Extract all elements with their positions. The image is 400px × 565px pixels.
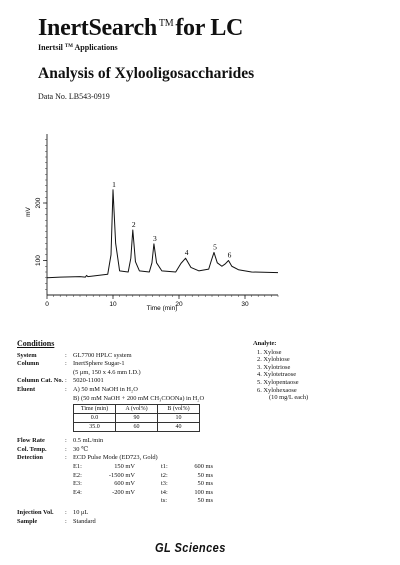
peak-label-4: 4 [184,248,189,258]
chromatogram-trace [47,190,278,278]
peak-label-2: 2 [131,220,136,230]
brand-subtitle [38,43,118,52]
column-dimensions: (5 μm, 150 x 4.6 mm I.D.) [73,368,141,376]
eluent-label: Eluent [17,385,36,393]
catalog-value: 5020-11001 [73,377,104,385]
analyte-item: 3. Xylotriose [257,363,291,371]
gl-sciences-logo: GL Sciences [155,540,226,555]
gradient-header-row [74,405,200,414]
gradient-cell: 0.0 [74,414,116,423]
column-row: Column : InertSphere Sugar-1 [17,360,125,368]
system-label: System [17,351,37,359]
sample-label: Sample [17,517,38,525]
system-value: GL7700 HPLC system [73,351,132,359]
peak-label-6: 6 [227,250,232,260]
system-row: System : GL7700 HPLC system [17,351,132,359]
detection-param-row: E2: -1500 mV t2: 50 ms [73,471,213,479]
peak-label-5: 5 [213,242,217,252]
detection-param-row: E1: 150 mV t1: 600 ms [73,462,213,470]
analyte-item: 6. Xylohexaose [257,386,297,394]
peak-label-1: 1 [112,179,116,189]
catalog-label: Column Cat. No. [17,377,64,385]
eluent-b-row [17,395,267,404]
peak-labels [112,180,232,260]
chromatogram-chart [0,120,400,320]
brand-suffix: for LC [175,15,244,41]
gradient-row [74,414,200,423]
col-temp-label: Col. Temp. [17,445,47,453]
peak-label-3: 3 [153,233,157,243]
column-value: InertSphere Sugar-1 [73,360,125,368]
analyte-note: (10 mg/L each) [269,394,309,402]
column-label: Column [17,360,40,368]
gradient-header-b: B (vol%) [158,405,200,414]
detection-label: Detection [17,454,43,462]
x-tick-label: 20 [175,301,183,308]
column-dimensions-row [17,369,267,378]
sample-value: Standard [73,517,96,525]
data-number: Data No. LB543-0919 [38,92,110,101]
subtitle-trademark: TM [64,44,73,49]
gradient-cell: 10 [158,414,200,423]
eluent-a: A) 50 mM NaOH in H₂O [73,385,138,393]
detection-param-row: ts: 50 ms [161,497,213,505]
x-tick-label: 30 [241,301,249,308]
gradient-cell: 60 [116,423,158,432]
gradient-row [74,423,200,432]
document-title: Analysis of Xylooligosaccharides [38,65,255,82]
gradient-cell: 35.0 [74,423,116,432]
analyte-list [257,349,393,395]
flow-rate-row: Flow Rate : 0.5 mL/min [17,437,104,445]
col-temp-value: 30 ℃ [73,445,89,453]
gradient-cell: 40 [158,423,200,432]
brand-title [38,15,243,42]
y-tick-label: 100 [35,255,42,266]
catalog-row: Column Cat. No. : 5020-11001 [17,377,104,385]
detection-parameters [73,463,267,506]
detection-row: Detection : ECD Pulse Mode (ED723, Gold) [17,454,158,462]
analyte-item: 2. Xylobiose [257,356,290,364]
conditions-panel [17,340,267,526]
detection-value: ECD Pulse Mode (ED723, Gold) [73,454,158,462]
x-tick-label: 0 [45,301,49,308]
y-axis-label: mV [25,207,32,217]
gradient-table [73,404,200,432]
injection-label: Injection Vol. [17,508,54,516]
x-axis-label: Time (min) [146,305,178,312]
flow-rate-value: 0.5 mL/min [73,437,104,445]
brand-name: InertSearch [38,15,157,41]
x-tick-label: 10 [109,301,117,308]
axis-ticks [35,197,249,308]
brand-trademark: TM [158,18,174,29]
analyte-item: 1. Xylose [257,348,282,356]
conditions-heading: Conditions [17,339,55,348]
gradient-header-time: Time (min) [74,405,116,414]
injection-value: 10 μL [73,508,89,516]
analyte-heading: Analyte: [253,340,277,347]
injection-row: Injection Vol. : 10 μL [17,508,89,516]
analyte-panel [253,340,393,402]
subtitle-name: Inertsil [38,43,63,52]
eluent-a-row: Eluent : A) 50 mM NaOH in H₂O [17,385,138,393]
y-tick-label: 200 [35,197,42,209]
analyte-item: 5. Xylopentaose [257,378,299,386]
detection-param-row: E4: -200 mV t4: 100 ms [73,488,213,496]
col-temp-row: Col. Temp. : 30 ℃ [17,445,89,453]
subtitle-text: Applications [74,43,118,52]
detection-param-row: E3: 600 mV t3: 50 ms [73,480,213,488]
flow-rate-label: Flow Rate [17,437,45,445]
sample-row: Sample : Standard [17,517,96,525]
gradient-header-a: A (vol%) [116,405,158,414]
eluent-b: B) (50 mM NaOH + 200 mM CH₃COONa) in H₂O [73,394,205,402]
gradient-cell: 90 [116,414,158,423]
analyte-item: 4. Xylotetraose [257,371,297,379]
